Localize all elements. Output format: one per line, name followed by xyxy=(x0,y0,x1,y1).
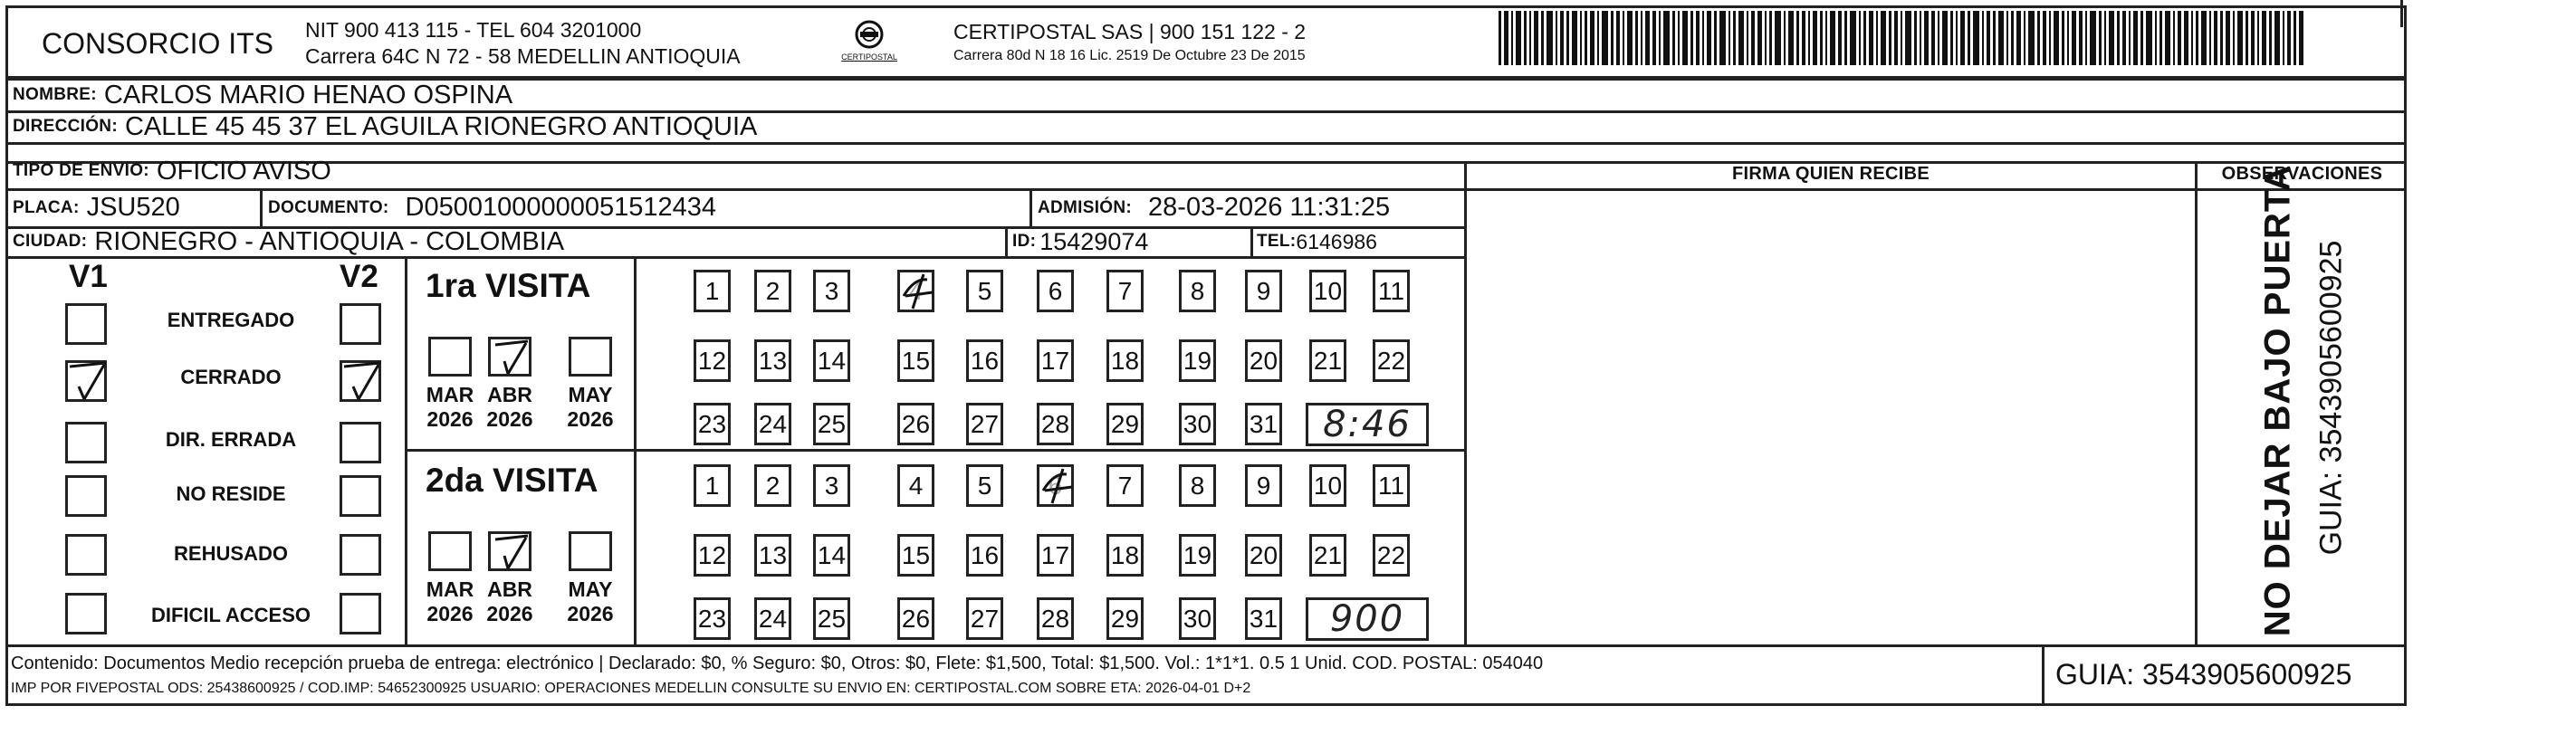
month-year: 2026 xyxy=(426,602,474,625)
company-line-1: NIT 900 413 115 - TEL 604 3201000 xyxy=(305,18,642,42)
day-number: 11 xyxy=(1377,471,1405,500)
day-number: 1 xyxy=(704,276,720,305)
day-cell[interactable] xyxy=(1373,339,1410,382)
check-mark-icon xyxy=(488,529,535,574)
month-year: 2026 xyxy=(486,602,533,625)
day-number: 9 xyxy=(1256,471,1271,500)
day-cell[interactable] xyxy=(813,464,850,507)
day-mark-icon xyxy=(896,269,940,314)
month-name: MAR xyxy=(426,383,474,406)
day-number: 15 xyxy=(901,540,931,569)
status-label: CERRADO xyxy=(180,366,282,388)
day-number: 15 xyxy=(901,346,931,375)
visit-time-box[interactable] xyxy=(1306,403,1429,446)
status-label: ENTREGADO xyxy=(167,309,295,331)
day-cell[interactable] xyxy=(1245,339,1282,382)
day-number: 22 xyxy=(1376,540,1406,569)
plate-row xyxy=(13,189,180,226)
day-cell[interactable] xyxy=(1245,597,1282,640)
day-number: 19 xyxy=(1183,346,1212,375)
day-number: 8 xyxy=(1190,276,1205,305)
day-cell[interactable] xyxy=(813,597,850,640)
month-year: 2026 xyxy=(486,407,533,431)
day-cell[interactable] xyxy=(1037,270,1074,312)
day-cell[interactable] xyxy=(1106,403,1144,445)
logo-caption: CERTIPOSTAL xyxy=(841,52,897,62)
month-name: MAY xyxy=(568,383,613,406)
day-cell[interactable] xyxy=(1179,339,1216,382)
day-number: 25 xyxy=(817,604,847,633)
day-cell[interactable] xyxy=(966,339,1003,382)
visit-time-box[interactable] xyxy=(1306,597,1429,641)
signature-label: FIRMA QUIEN RECIBE xyxy=(1732,164,1930,184)
day-cell[interactable] xyxy=(1179,534,1216,577)
day-number: 2 xyxy=(765,471,780,500)
day-number: 18 xyxy=(1110,346,1140,375)
visit-title: 2da VISITA xyxy=(426,462,599,499)
visit-time: 8:46 xyxy=(1323,404,1412,445)
day-number: 27 xyxy=(970,409,1000,438)
day-cell[interactable] xyxy=(1037,597,1074,640)
day-cell[interactable] xyxy=(966,597,1003,640)
day-number: 26 xyxy=(901,604,931,633)
day-cell[interactable] xyxy=(897,534,934,577)
day-cell[interactable] xyxy=(1373,270,1410,312)
name-row xyxy=(13,80,512,110)
carrier-logo xyxy=(833,16,905,67)
day-cell[interactable] xyxy=(694,464,731,507)
day-number: 26 xyxy=(901,409,931,438)
admission-row xyxy=(1038,189,1390,226)
status-v2-checkbox[interactable] xyxy=(340,534,381,576)
signature-area[interactable] xyxy=(1468,192,2193,643)
status-v1-checkbox[interactable] xyxy=(65,422,107,463)
day-number: 24 xyxy=(758,604,788,633)
month-name: ABR xyxy=(487,577,532,601)
day-number: 10 xyxy=(1313,471,1343,500)
day-number: 30 xyxy=(1183,604,1212,633)
check-mark-icon xyxy=(64,358,111,405)
day-cell[interactable] xyxy=(1245,464,1282,507)
day-number: 20 xyxy=(1249,346,1278,375)
month-name: ABR xyxy=(487,383,532,406)
day-cell[interactable] xyxy=(1245,534,1282,577)
month-year: 2026 xyxy=(567,602,614,625)
day-number: 7 xyxy=(1117,471,1133,500)
month-checkbox[interactable] xyxy=(488,531,531,571)
day-number: 13 xyxy=(758,346,788,375)
day-number: 19 xyxy=(1183,540,1212,569)
day-cell[interactable] xyxy=(1373,534,1410,577)
month-label xyxy=(481,383,539,432)
day-number: 31 xyxy=(1249,409,1278,438)
shipment-type: OFICIO AVISO xyxy=(156,156,331,186)
day-cell[interactable] xyxy=(694,403,731,445)
day-number: 16 xyxy=(970,346,1000,375)
carrier-line-1: CERTIPOSTAL SAS | 900 151 122 - 2 xyxy=(953,20,1307,43)
day-number: 5 xyxy=(977,471,992,500)
check-mark-icon xyxy=(488,334,535,379)
day-cell[interactable] xyxy=(1106,534,1144,577)
day-cell[interactable] xyxy=(1179,270,1216,312)
day-cell[interactable] xyxy=(754,534,791,577)
side-guia: GUIA: 3543905600925 xyxy=(2313,240,2349,556)
day-number: 3 xyxy=(824,276,839,305)
day-cell[interactable] xyxy=(694,339,731,382)
day-number: 31 xyxy=(1249,604,1278,633)
status-v2-checkbox[interactable] xyxy=(340,303,381,345)
day-cell[interactable] xyxy=(897,597,934,640)
day-number: 20 xyxy=(1249,540,1278,569)
day-cell[interactable] xyxy=(1245,270,1282,312)
day-number: 6 xyxy=(1048,471,1063,500)
day-cell[interactable] xyxy=(966,464,1003,507)
status-label: DIFICIL ACCESO xyxy=(150,604,311,626)
day-number: 5 xyxy=(977,276,992,305)
id-row xyxy=(1012,227,1148,256)
status-v1-checkbox[interactable] xyxy=(65,303,107,345)
day-cell[interactable] xyxy=(1373,464,1410,507)
document-row xyxy=(268,189,716,226)
day-cell[interactable] xyxy=(1037,534,1074,577)
day-number: 13 xyxy=(758,540,788,569)
day-cell[interactable] xyxy=(1037,403,1074,445)
city-value: RIONEGRO - ANTIOQUIA - COLOMBIA xyxy=(94,226,565,256)
tel-value: 6146986 xyxy=(1296,229,1377,253)
day-cell[interactable] xyxy=(754,339,791,382)
day-number: 21 xyxy=(1313,540,1343,569)
company-line-2: Carrera 64C N 72 - 58 MEDELLIN ANTIOQUIA xyxy=(305,44,741,68)
day-cell[interactable] xyxy=(813,339,850,382)
footer-line-2: IMP POR FIVEPOSTAL ODS: 25438600925 / COD.IMP: 54652300925 USUARIO: OPERACIONES MEDELLIN CONSULTE SU ENVIO EN: CERTIPOSTAL.COM SOBRE ETA: 2026-04-01 D+2 xyxy=(11,681,1251,696)
day-cell[interactable] xyxy=(966,270,1003,312)
day-number: 29 xyxy=(1110,604,1140,633)
day-cell[interactable] xyxy=(694,270,731,312)
day-cell[interactable] xyxy=(1106,339,1144,382)
day-cell[interactable] xyxy=(1106,270,1144,312)
day-number: 17 xyxy=(1040,346,1070,375)
day-cell[interactable] xyxy=(1309,534,1346,577)
day-cell[interactable] xyxy=(1245,403,1282,445)
document-value: D05001000000051512434 xyxy=(405,193,717,222)
day-number: 4 xyxy=(908,471,924,500)
day-cell[interactable] xyxy=(897,403,934,445)
day-number: 12 xyxy=(697,346,727,375)
status-v1-checkbox[interactable] xyxy=(65,534,107,576)
carrier-line-2: Carrera 80d N 18 16 Lic. 2519 De Octubre 23 De 2015 xyxy=(953,48,1306,63)
month-name: MAR xyxy=(426,577,474,601)
day-cell[interactable] xyxy=(1309,464,1346,507)
observations-label: OBSERVACIONES xyxy=(2221,164,2383,184)
type-label: TIPO DE ENVIO: xyxy=(13,161,149,180)
month-label xyxy=(421,577,479,626)
day-number: 30 xyxy=(1183,409,1212,438)
day-cell[interactable] xyxy=(1037,464,1074,507)
day-cell[interactable] xyxy=(694,534,731,577)
v1-label: V1 xyxy=(69,259,108,294)
day-cell[interactable] xyxy=(897,464,934,507)
address-row xyxy=(13,111,757,142)
tel-label: TEL: xyxy=(1257,232,1297,251)
right-edge-tick xyxy=(2400,0,2403,27)
footer-guia: GUIA: 3543905600925 xyxy=(2055,658,2352,691)
admission-label: ADMISIÓN: xyxy=(1038,197,1133,217)
footer-line-1: Contenido: Documentos Medio recepción prueba de entrega: electrónico | Declarado: $0, % Seguro: $0, Otros: $0, Flete: $1,500, Total: $1,500. Vol.: 1*1*1. 0.5 1 Unid. COD. POSTAL: 054040 xyxy=(11,653,1544,673)
status-v1-checkbox[interactable] xyxy=(65,475,107,517)
day-number: 23 xyxy=(697,604,727,633)
day-number: 29 xyxy=(1110,409,1140,438)
visit-time: 900 xyxy=(1329,598,1405,640)
recipient-name: CARLOS MARIO HENAO OSPINA xyxy=(103,80,513,110)
month-checkbox[interactable] xyxy=(569,337,612,377)
day-number: 12 xyxy=(697,540,727,569)
month-year: 2026 xyxy=(426,407,474,431)
status-v2-checkbox[interactable] xyxy=(340,422,381,463)
day-cell[interactable] xyxy=(966,534,1003,577)
admission-value: 28-03-2026 11:31:25 xyxy=(1148,193,1391,222)
check-mark-icon xyxy=(339,358,386,405)
month-checkbox[interactable] xyxy=(488,337,531,377)
document-label: DOCUMENTO: xyxy=(268,197,389,217)
day-number: 16 xyxy=(970,540,1000,569)
status-v2-checkbox[interactable] xyxy=(340,593,381,634)
day-cell[interactable] xyxy=(1037,339,1074,382)
status-v1-checkbox[interactable] xyxy=(65,360,107,402)
day-number: 3 xyxy=(824,471,839,500)
day-number: 7 xyxy=(1117,276,1133,305)
status-v2-checkbox[interactable] xyxy=(340,360,381,402)
day-number: 8 xyxy=(1190,471,1205,500)
day-number: 14 xyxy=(817,346,847,375)
day-number: 27 xyxy=(970,604,1000,633)
status-v1-checkbox[interactable] xyxy=(65,593,107,634)
day-number: 9 xyxy=(1256,276,1271,305)
status-v2-checkbox[interactable] xyxy=(340,475,381,517)
month-label xyxy=(481,577,539,626)
day-cell[interactable] xyxy=(754,270,791,312)
day-cell[interactable] xyxy=(1106,464,1144,507)
name-label: NOMBRE: xyxy=(13,85,97,104)
day-cell[interactable] xyxy=(754,597,791,640)
day-cell[interactable] xyxy=(813,270,850,312)
day-cell[interactable] xyxy=(754,403,791,445)
month-label xyxy=(561,577,619,626)
day-number: 23 xyxy=(697,409,727,438)
day-number: 18 xyxy=(1110,540,1140,569)
status-label: NO RESIDE xyxy=(176,482,286,505)
day-number: 22 xyxy=(1376,346,1406,375)
month-label xyxy=(421,383,479,432)
month-checkbox[interactable] xyxy=(428,337,472,377)
address-label: DIRECCIÓN: xyxy=(13,117,118,136)
v2-label: V2 xyxy=(340,259,378,294)
status-label: REHUSADO xyxy=(174,542,288,565)
day-number: 2 xyxy=(765,276,780,305)
day-cell[interactable] xyxy=(897,339,934,382)
day-cell[interactable] xyxy=(966,403,1003,445)
day-cell[interactable] xyxy=(813,534,850,577)
day-cell[interactable] xyxy=(754,464,791,507)
day-cell[interactable] xyxy=(694,597,731,640)
day-number: 10 xyxy=(1313,276,1343,305)
day-mark-icon xyxy=(1036,463,1079,509)
day-number: 21 xyxy=(1313,346,1343,375)
day-cell[interactable] xyxy=(813,403,850,445)
month-name: MAY xyxy=(568,577,613,601)
month-checkbox[interactable] xyxy=(428,531,472,571)
day-number: 25 xyxy=(817,409,847,438)
observations-area[interactable] xyxy=(2198,192,2405,643)
id-label: ID: xyxy=(1012,232,1037,251)
day-number: 4 xyxy=(908,276,924,305)
day-cell[interactable] xyxy=(1179,464,1216,507)
day-number: 14 xyxy=(817,540,847,569)
day-cell[interactable] xyxy=(1179,597,1216,640)
day-number: 24 xyxy=(758,409,788,438)
barcode xyxy=(1499,11,2386,65)
day-cell[interactable] xyxy=(1106,597,1144,640)
company-name: CONSORCIO ITS xyxy=(42,27,274,60)
day-cell[interactable] xyxy=(1309,339,1346,382)
day-number: 1 xyxy=(704,471,720,500)
plate-label: PLACA: xyxy=(13,197,80,217)
day-cell[interactable] xyxy=(1179,403,1216,445)
status-label: DIR. ERRADA xyxy=(165,428,297,451)
day-number: 28 xyxy=(1040,604,1070,633)
month-checkbox[interactable] xyxy=(569,531,612,571)
month-label xyxy=(561,383,619,432)
recipient-address: CALLE 45 45 37 EL AGUILA RIONEGRO ANTIOQUIA xyxy=(124,111,758,141)
city-label: CIUDAD: xyxy=(13,232,88,251)
type-row xyxy=(13,154,331,188)
day-number: 17 xyxy=(1040,540,1070,569)
month-year: 2026 xyxy=(567,407,614,431)
day-cell[interactable] xyxy=(1309,270,1346,312)
visit-title: 1ra VISITA xyxy=(426,267,591,304)
day-cell[interactable] xyxy=(897,270,934,312)
day-number: 11 xyxy=(1377,276,1405,305)
day-number: 28 xyxy=(1040,409,1070,438)
tel-row xyxy=(1257,227,1377,256)
day-number: 6 xyxy=(1048,276,1063,305)
city-row xyxy=(13,227,564,256)
id-value: 15429074 xyxy=(1039,227,1149,255)
side-warning: NO DEJAR BAJO PUERTA xyxy=(2257,164,2298,637)
plate-value: JSU520 xyxy=(86,193,180,222)
